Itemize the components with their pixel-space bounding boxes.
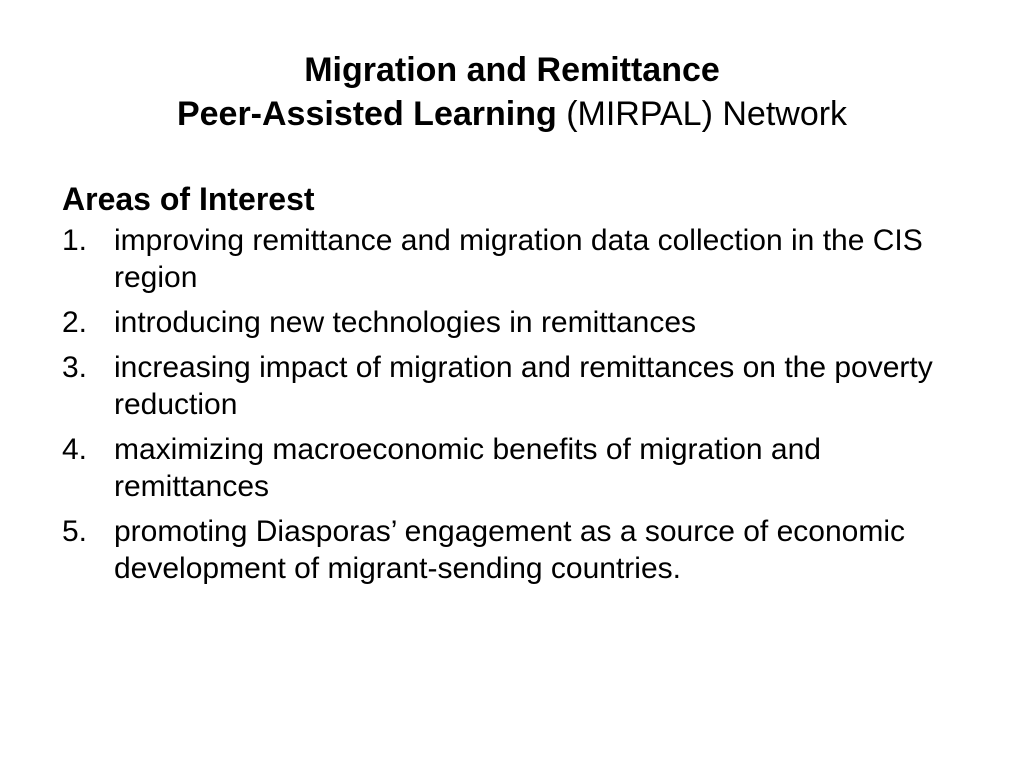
list-item-text: promoting Diasporas’ engagement as a source of economic development of migrant-sending countries. [114,515,905,585]
list-item [62,222,962,296]
title-line-1: Migration and Remittance [304,51,720,89]
list-item-number: 4. [62,433,88,466]
list-item-number: 1. [62,224,88,257]
section-heading: Areas of Interest [62,181,315,217]
list-item-number: 2. [62,306,88,339]
list-item-text: increasing impact of migration and remittances on the poverty reduction [114,351,933,421]
title-line-2-regular: (MIRPAL) Network [556,95,848,133]
list-item [62,431,962,505]
list-item [62,513,962,587]
list-item-number: 5. [62,515,88,548]
slide-title [0,48,1024,136]
slide-content [62,178,962,595]
list-item-text: improving remittance and migration data collection in the CIS region [114,224,923,294]
list-item-text: maximizing macroeconomic benefits of migration and remittances [114,433,821,503]
list-item-number: 3. [62,351,88,384]
title-line-2-bold: Peer-Assisted Learning [176,95,557,133]
title-line-2 [0,92,1024,136]
list-item-text: introducing new technologies in remittances [114,306,696,339]
list-item [62,304,962,341]
interest-list [62,222,962,587]
list-item [62,349,962,423]
